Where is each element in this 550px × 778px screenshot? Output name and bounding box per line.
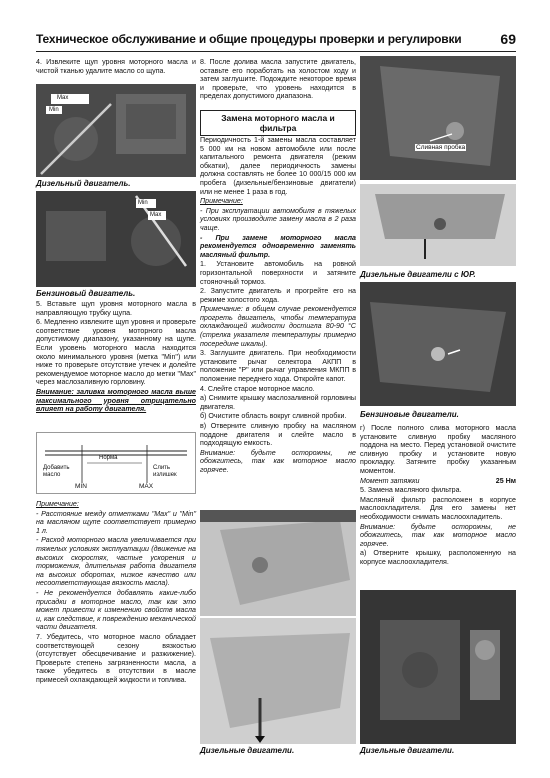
gauge-max-label: MAX [139,483,154,490]
warning-hot-oil: Внимание: будьте осторожны, не обожгитесь, так как моторное масло горячее. [360,522,516,548]
step-8: 8. После долива масла запустите двигатель, оставьте его поработать на холостом ходу и затем заглушите. Подождите некоторое время и проверьте, что уровень находится в пределах допустимого диапазона. [200,58,356,101]
step-7: 7. Убедитесь, что моторное масло обладает соответствующей сезону вязкостью (отсутствует обесцвечивание и разжижение). Проверьте степень загрязненности масла, а также убедитесь в отсутствии в масле примесей охлаждающей жидкости и топлива. [36,632,196,684]
drain-plug-photo [360,56,516,180]
note-severe: - При эксплуатации автомобиля в тяжелых условиях производите замену масла в 2 раза чаще. [200,206,356,232]
oil-pan-photo-2 [200,618,356,744]
step-4b: б) Очистите область вокруг сливной пробки. [200,412,347,421]
min-mark-label: Min [138,200,148,206]
engine-image [36,191,196,287]
oil-pan-iop-photo [360,184,516,266]
step-4a: а) Снимите крышку маслозаливной горловины двигателя. [200,394,356,411]
step-5a: а) Отверните крышку, расположенную на корпусе маслоохладителя. [360,549,516,566]
oil-pan-image [200,510,356,616]
drain-plug-image [360,56,516,180]
torque-spec [360,477,516,486]
caption-diesel-engines: Дизельные двигатели. [200,746,295,755]
note-1: - Расстояние между отметками "Max" и "Min" на масляном щупе соответствует примерно 1 л. [36,509,196,535]
oil-pan-image [200,618,356,744]
step-4: 4. Извлеките щуп уровня моторного масла и чистой тканью удалите масло со щупа. [36,58,196,75]
step-6: 6. Медленно извлеките щуп уровня и проверьте соответствие уровня моторного масла допустимому диапазону, указанному на щупе. Если уровень моторного масла находится около минимального уровня (метка "Min") или ниже то проверьте отсутствие утечек и долейте рекомендуемое моторное масло до метки "Max" через маслозаливную горловину. [36,318,196,387]
page-header [36,30,516,52]
left-notes [36,500,196,770]
caption-petrol-engine: Бензиновый двигатель. [36,289,136,298]
section-heading: Замена моторного масла и фильтра [200,110,356,136]
step-5: 5. Замена масляного фильтра. [360,486,462,495]
header-title: Техническое обслуживание и общие процедуры проверки и регулировки [36,32,462,46]
warning-hot-oil: Внимание: будьте осторожны, не обожгитесь, так как моторное масло горячее. [200,448,356,474]
note-title: Примечание: [36,500,79,508]
left-column [36,58,196,76]
max-mark-label: Max [57,95,69,101]
dipstick-gauge-diagram [36,432,196,494]
warning-overfill: Внимание: заливка моторного масла выше максимального уровня отрицательно влияет на работу двигателя. [36,387,196,414]
change-interval: Периодичность 1-й замены масла составляет 5 000 км на новом автомобиле или после капитального ремонта двигателя (режим обкатки), далее периодичность замены должна составлять не более 10 000/15 000 км пробега (дизельные/бензиновые двигатели) или не менее 1 раза в год. [200,136,356,196]
oil-pan-photo-1 [200,510,356,616]
step-5: 5. Вставьте щуп уровня моторного масла в направляющую трубку щупа. [36,300,196,317]
dipstick-diagram-svg [37,433,195,493]
note-filter: - При замене моторного масла рекомендуется одновременно заменять масляный фильтр. [200,233,356,259]
note-2: - Расход моторного масла увеличивается при тяжелых условиях эксплуатации (движение на высоких скоростях, частые ускорения и торможения, длительная работа двигателя на высоких оборотах, низкое качество или несоответствующая вязкость масла). [36,536,196,588]
caption-petrol-engines: Бензиновые двигатели. [360,410,459,419]
petrol-oil-pan-image [360,282,516,406]
torque-value: 25 Нм [495,476,516,485]
step-5-text: Масляный фильтр расположен в корпусе маслоохладителя. Для его замены нет необходимости снимать маслоохладитель. [360,495,516,521]
gauge-norm-label: Норма [99,455,118,461]
right-column-body [360,424,516,568]
oil-pan-image [360,184,516,266]
page-number: 69 [500,31,516,47]
gauge-drain-label: Слить излишек [153,465,177,478]
diesel-engine-photo [36,84,196,177]
drain-plug-label: Сливная пробка [416,144,466,151]
note-warmup: Примечание: в общем случае рекомендуется прогреть двигатель, чтобы температура охлаждающей жидкости достигла 80-90 °С (стрелка указателя температуры примерно посередине шкалы). [200,305,356,348]
note-title: Примечание: [200,197,243,206]
step-4c: в) Отверните сливную пробку на масляном поддоне двигателя и слейте масло в подходящую емкость. [200,422,356,448]
gauge-add-label: Добавить масло [43,465,70,478]
step-4: 4. Слейте старое моторное масло. [200,384,315,393]
left-column-body [36,300,196,415]
step-1: 1. Установите автомобиль на ровной горизонтальной поверхности и затяните стояночный тормоз. [200,260,356,286]
min-mark-label: Min [49,107,59,113]
mid-column-body [200,136,356,476]
petrol-oil-pan-photo [360,282,516,406]
torque-label: Момент затяжки [360,476,420,485]
gauge-min-label: MIN [75,483,87,490]
oil-cooler-image [360,590,516,744]
oil-cooler-photo [360,590,516,744]
note-3: - Не рекомендуется добавлять какие-либо присадки в моторное масло, так как это может привести к изменению свойств масла и, как следствие, к повреждению механической части двигателя. [36,588,196,632]
step-2: 2. Запустите двигатель и прогрейте его на режиме холостого хода. [200,287,356,304]
petrol-engine-photo [36,191,196,287]
step-3: 3. Заглушите двигатель. При необходимости установите рычаг селектора АКПП в положение "P" или рычаг управления МКПП в положение переднего хода. Откройте капот. [200,349,356,384]
mid-column [200,58,356,102]
caption-diesel-engines: Дизельные двигатели. [360,746,455,755]
step-4d: г) После полного слива моторного масла установите сливную пробку масляного поддона на место. Перед установкой очистите сливную пробку и установите новую прокладку. Затяните пробку указанным моментом. [360,424,516,475]
caption-diesel-iop: Дизельные двигатели с ЮР. [360,270,476,279]
caption-diesel-engine: Дизельный двигатель. [36,179,131,188]
max-mark-label: Max [150,212,162,218]
